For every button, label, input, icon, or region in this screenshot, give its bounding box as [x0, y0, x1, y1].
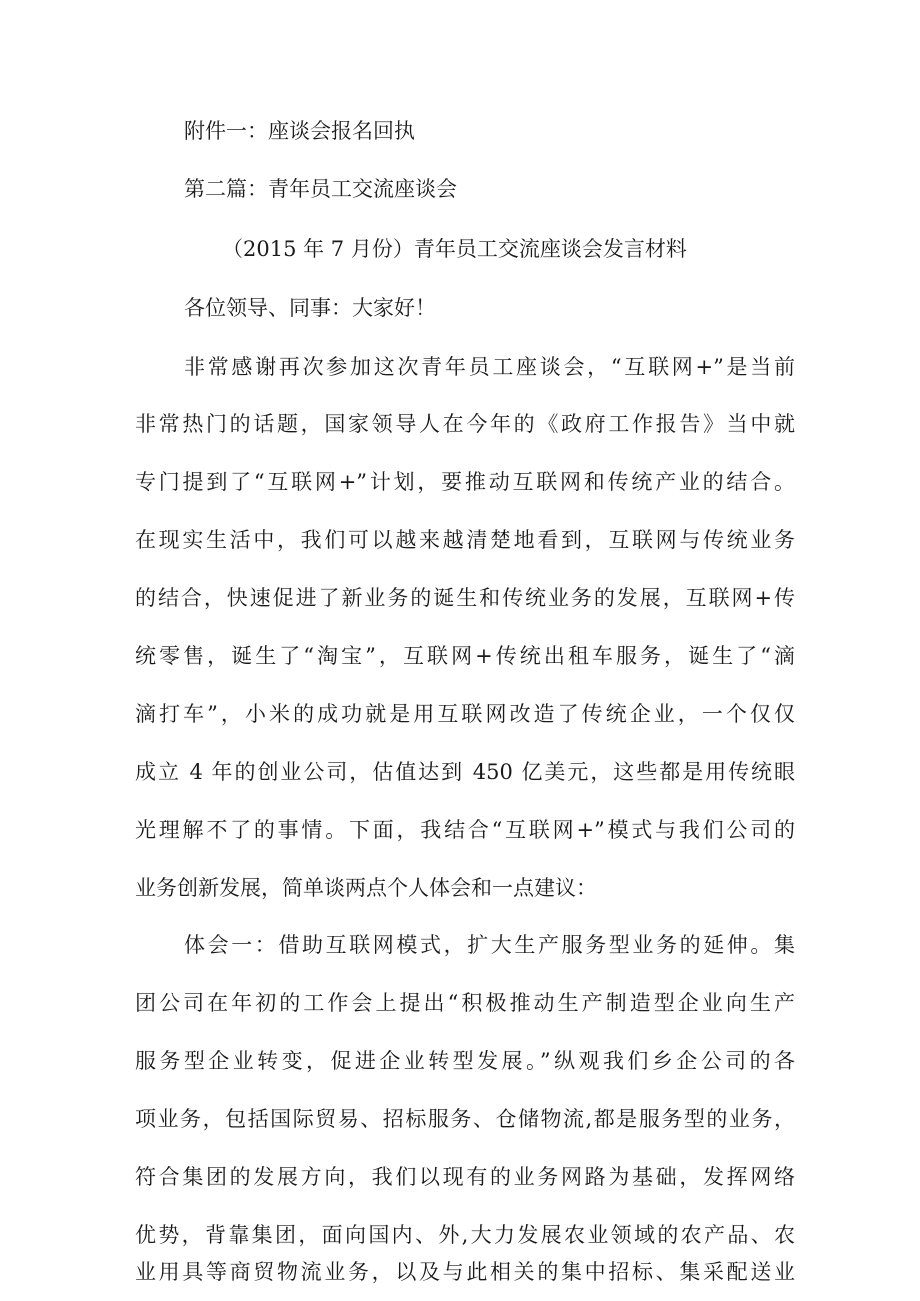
paragraph-2-line: 符合集团的发展方向，我们以现有的业务网路为基础，发挥网络	[135, 1165, 795, 1189]
paragraph-1-line: 在现实生活中，我们可以越来越清楚地看到，互联网与传统业务	[135, 528, 795, 552]
paragraph-1-line: 非常感谢再次参加这次青年员工座谈会，“互联网+”是当前	[184, 355, 795, 379]
paragraph-1-line: 统零售，诞生了“淘宝”，互联网+传统出租车服务，诞生了“滴	[135, 644, 795, 668]
paragraph-2-line: 项业务，包括国际贸易、招标服务、仓储物流,都是服务型的业务，	[135, 1107, 795, 1131]
paragraph-1-line: 成立 4 年的创业公司，估值达到 450 亿美元，这些都是用传统眼	[135, 760, 795, 784]
paragraph-2-line: 业用具等商贸物流业务，以及与此相关的集中招标、集采配送业	[135, 1260, 795, 1284]
paragraph-2-line: 体会一：借助互联网模式，扩大生产服务型业务的延伸。集	[184, 933, 795, 957]
paragraph-1-line: 滴打车”，小米的成功就是用互联网改造了传统企业，一个仅仅	[135, 702, 795, 726]
paragraph-2-line: 团公司在年初的工作会上提出“积极推动生产制造型企业向生产	[135, 991, 795, 1015]
salutation: 各位领导、同事：大家好！	[184, 296, 436, 320]
chapter-heading: 第二篇：青年员工交流座谈会	[184, 177, 457, 201]
paragraph-2-line: 优势，背靠集团，面向国内、外,大力发展农业领域的农产品、农	[135, 1223, 795, 1247]
document-subtitle: （2015 年 7 月份）青年员工交流座谈会发言材料	[222, 237, 687, 261]
attachment-heading: 附件一：座谈会报名回执	[184, 119, 415, 143]
paragraph-1-line: 业务创新发展，简单谈两点个人体会和一点建议：	[135, 876, 597, 900]
paragraph-1-line: 的结合，快速促进了新业务的诞生和传统业务的发展，互联网+传	[135, 586, 795, 610]
paragraph-1-line: 光理解不了的事情。下面，我结合“互联网+”模式与我们公司的	[135, 818, 795, 842]
paragraph-1-line: 专门提到了“互联网+”计划，要推动互联网和传统产业的结合。	[135, 470, 795, 494]
paragraph-2-line: 服务型企业转变，促进企业转型发展。”纵观我们乡企公司的各	[135, 1049, 795, 1073]
paragraph-1-line: 非常热门的话题，国家领导人在今年的《政府工作报告》当中就	[135, 412, 795, 436]
